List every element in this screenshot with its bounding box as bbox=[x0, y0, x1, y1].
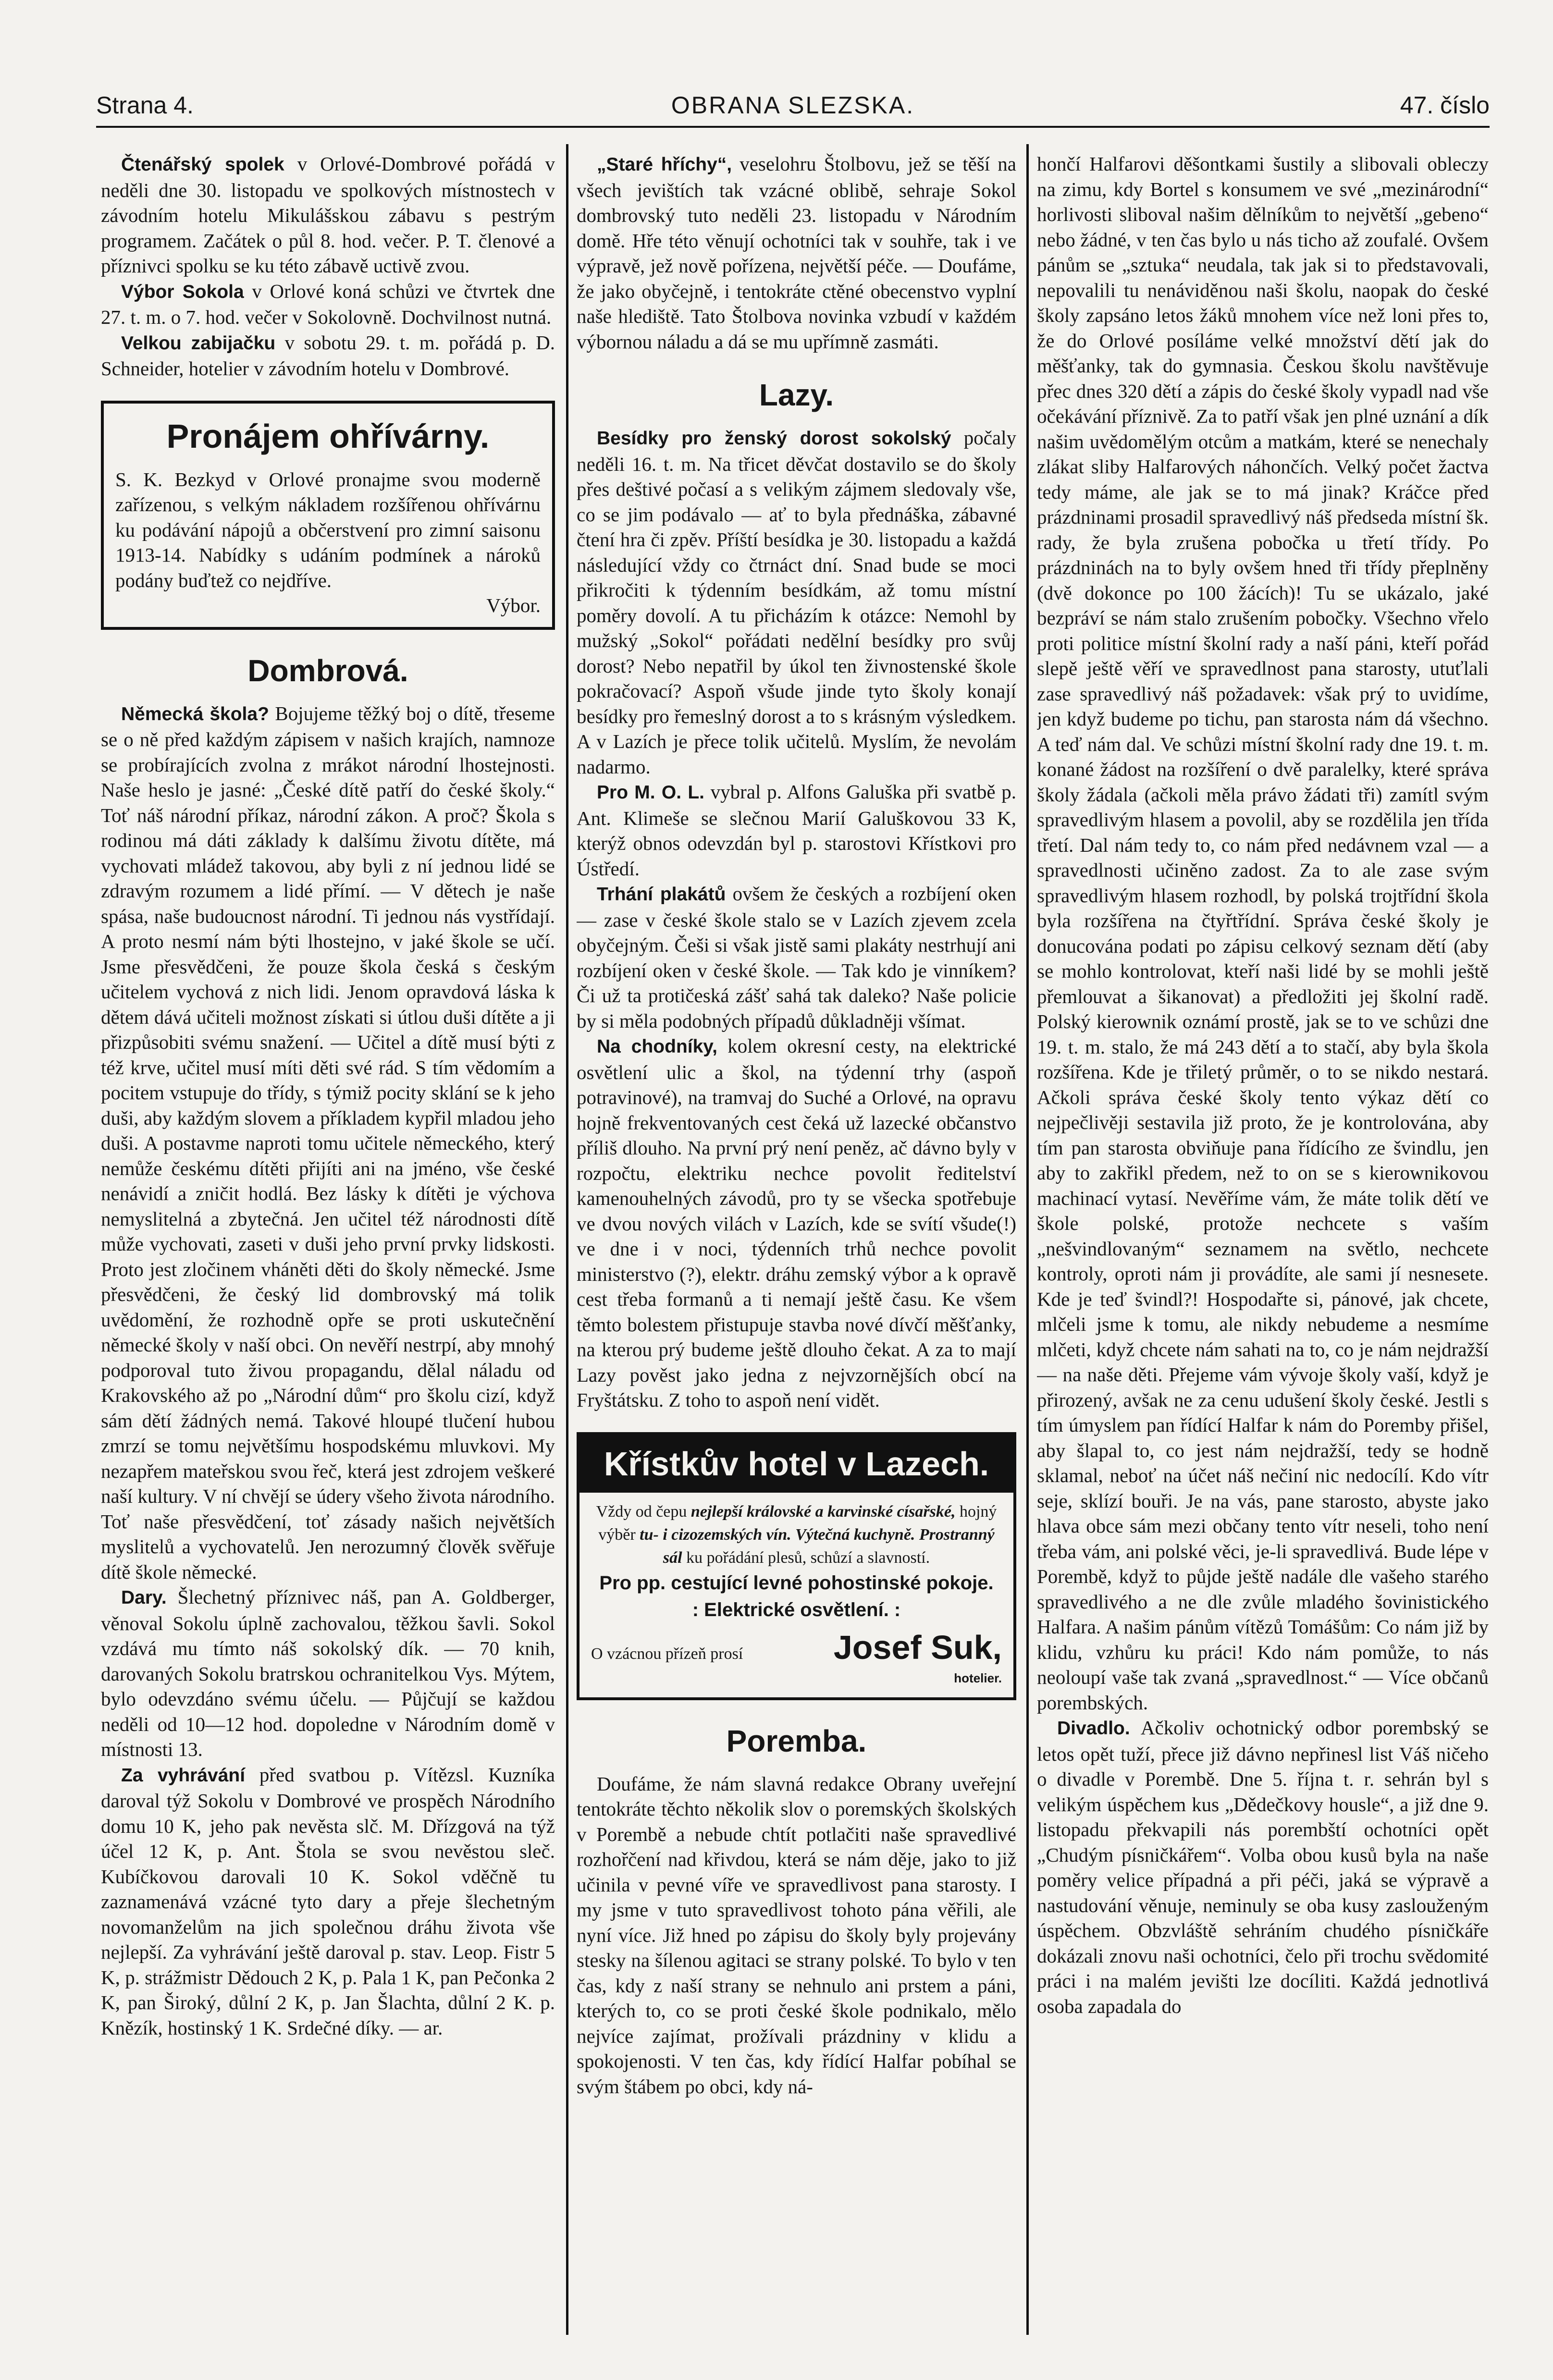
ad-text: S. K. Bezkyd v Orlové pronajme svou moderně zařízenou, s velkým nákladem rozšířenou ohřívárnu ku podávání nápojů a občerstvení pro zimní saisonu 1913-14. Nabídky s udáním podmínek a nároků podány buďtež co nejdříve. bbox=[115, 468, 541, 591]
hotel-ad-text: Vždy od čepu nejlepší královské a karvinské císařské, hojný výběr tu- i cizozemských vín. Výtečná kuchyně. Prostranný sál ku pořádání plesů, schůzí a slavností. bbox=[596, 1502, 997, 1567]
newspaper-title: OBRANA SLEZSKA. bbox=[671, 92, 915, 119]
section-heading-poremba: Poremba. bbox=[726, 1723, 867, 1758]
article-paragraph: Dary. Šlechetný příznivec náš, pan A. Goldberger, věnoval Sokolu úplně zachovalou, těžkou šavli. Sokol vzdává mu tímto náš sokolský dík. — 70 knih, darovaných Sokolu bratrskou ochranitelkou Vys. Mýtem, bylo odevzdáno svému účelu. — Půjčují se každou neděli od 10—12 hod. dopoledne v Národním domě v místnosti 13. bbox=[101, 1586, 555, 1760]
article-paragraph: Trhání plakátů ovšem že českých a rozbíjení oken — zase v české škole stalo se v Lazích zjevem zcela obyčejným. Češi si však jistě sami plakáty nestrhují ani rozbíjení oken v české škole. — Tak kdo je vinníkem? Či už ta protičeská zášť sahá tak daleko? Naše policie by si měla podobných případů důkladněji všímat. bbox=[577, 883, 1016, 1032]
column-divider-1 bbox=[566, 144, 568, 2335]
article-paragraph: Divadlo. Ačkoliv ochotnický odbor porembský se letos opět tuží, přece již dávno nepřinesl list Váš ničeho o divadle v Porembě. Dne 5. října t. r. sehrán byl s velikým úspěchem kus „Dědečkovy housle“, a již dne 9. listopadu překvapili nás porembští ochotníci opět „Chudým písničkářem“. Volba obou kusů byla na naše poměry velice případná a při péči, jaká se výpravě a nastudování věnuje, neminuly se oba kusy zaslouženým úspěchem. Obzvláště sehráním chudého písničkáře dokázali znovu naši ochotníci, čelo při trochu svědomité práci i na malém jevišti lze docíliti. Každá jednotlivá osoba zapadala do bbox=[1037, 1717, 1489, 2017]
article-paragraph: Besídky pro ženský dorost sokolský počaly neděli 16. t. m. Na třicet děvčat dostavilo se do školy přes deštivé počasí a s velikým zájmem sledovaly vše, co se jim podávalo — ať to byla přednáška, zábavné čtení hra či zpěv. Příští besídka je 30. listopadu a každá následující vždy co čtrnáct dní. Snad bude se moci přikročiti k týdenním besídkám, až tomu místní poměry dovolí. A tu přicházím k otázce: Nemohl by mužský „Sokol“ pořádati nedělní besídky pro svůj dorost? Nebo nepatřil by úkol ten živnostenské škole pokračovací? Aspoň všude jinde tyto školy konají besídky pro řemeslný dorost a to s krásným výsledkem. A v Lazích je přece tolik učitelů. Myslím, že nevolám nadarmo. bbox=[577, 427, 1016, 778]
column-2 bbox=[577, 151, 1016, 2335]
column-divider-2 bbox=[1026, 144, 1029, 2335]
hotel-ad-request: O vzácnou přízeň prosí bbox=[591, 1644, 743, 1663]
article-paragraph: Čtenářský spolek v Orlové-Dombrové pořádá v neděli dne 30. listopadu ve spolkových místnostech v závodním hotelu Mikulášskou zábavu s pestrým programem. Začátek o půl 8. hod. večer. P. T. členové a příznivci spolku se ku této zábavě uctivě zvou. bbox=[101, 153, 555, 277]
hotel-owner-name: Josef Suk, bbox=[833, 1628, 1002, 1666]
ad-signature: Výbor. bbox=[486, 594, 541, 616]
article-paragraph: hončí Halfarovi děšontkami šustily a slibovali obleczy na zimu, kdy Bortel s konsumem ve své „mezinárodní“ horlivosti sliboval našim dělníkům to největší „gebeno“ nebo žádné, v ten čas bylo u nás ticho až zoufalé. Ovšem pánům se „sztuka“ neudala, tak jak si to představovali, nepovalili tu nenáviděnou naši školu, naopak do české školy zapsáno letos žáků mnohem více než loni přes to, že do Orlové posíláme velké množství dětí jak do měšťanky, tak do gymnasia. Českou školu navštěvuje přec dnes 320 dětí a zápis do české školy vypadl nad vše očekávání příznivě. Za to patří však jen plné uznání a dík našim uvědomělým otcům a matkám, které se nenechaly zlákat sliby Halfarových náhončích. Velký počet žactva tedy máme, ale jak se to má jinak? Kráčce před prázdninami prosadil spravedlivý náš předseda místní šk. rady, že byla zrušena pobočka u třetí třídy. Po prázdninách na to byly ovšem hned tři třídy přeplněny (dvě dokonce po 100 žácích)! Tu se ukázalo, jaké bezpráví se nám stalo zrušením pobočky. Všechno vřelo proti politice místní školní rady a naší páni, kteří pořád slepě ještě věří ve spravedlnost pana starosty, utuťlali zase spravedlivý náš požadavek: však prý to uvidíme, jen když budeme po tichu, pan starosta nám dá všechno. A teď nám dal. Ve schůzi místní školní rady dne 19. t. m. konané žádost na rozšíření o dvě paralelky, které správa školy žádala (ačkoli měla právo žádati tři) zamítl svým spravedlivým hlasem a povolil, aby se rozdělila jen třída třetí. Dal nám tedy to, co nám před nedávnem vzal — a spravedlnosti učiněno zadost. Za to ale zase svým spravedlivým hlasem rozhodl, by polská trojtřídní škola byla rozšířena na čtyřtřídní. Správa české školy je donucována podati po zápisu celkový seznam dětí (aby se mohlo kontrolovat, kteří naši lidé by se mohli ještě přemlouvat a šikanovat) a předložiti jej školní radě. Polský kierownik oznámí prostě, jak se to ve schůzi dne 19. t. m. stalo, že má 243 dětí a to stačí, aby byla škola rozšířena. Kde je třiletý průměr, o to se nikdo nestará. Ačkoli správa české školy tento výkaz dětí co nejpečlivěji sestavila již proto, že je kontrolována, aby tím pan starosta obviňuje pana řídícího ze švindlu, jen aby to zakřikl předem, než to on se s kierownikovou machinací vytasí. Nevěříme vám, že máte tolik dětí ve škole polské, protože nechcete s vaším „nešvindlovaným“ seznamem na světlo, nechcete kontroly, oproti nám ji provádíte, ale sami jí nesnesete. Kde je teď švindl?! Hospodařte si, pánové, jak chcete, mlčeli jsme k tomu, ale nikdy nebudeme a nesmíme mlčeti, když chcete nám sahati na to, co je nám nejdražší — na naše děti. Přejeme vám vývoje školy vaší, když je přirozený, avšak ne za cenu udušení školy české. Jestli s tím úmyslem pan řídící Halfar k nám do Poremby přišel, aby šlapal to, co jest nám nejdražší, tedy se hodně sklamal, neboť na účet náš nečiní nic nedocílí. Kdo vítr seje, sklízí bouři. Je na vás, pane starosto, abyste jako hlava obce sám mezi občany tento vítr neseli, toho není třeba vám, ani polské věci, je-li spravedlivá. Bude lépe v Porembě, když to půjde ještě nadále dle vašeho starého spravedlivého a ne dle zvůle mladého šovinistického Halfara. A našim pánům vítězů Tomášům: Co nám již by klidu, vzhůru ku práci! Kdo nám pomůže, to nás neoloupí vaše tak zvaná „spravedlnost.“ — Více občanů porembských. bbox=[1037, 153, 1489, 1714]
page-number: Strana 4. bbox=[96, 92, 194, 119]
column-3 bbox=[1037, 151, 1489, 2335]
ad-title: Pronájem ohřívárny. bbox=[166, 417, 490, 455]
advertisement-ohrivarna bbox=[101, 401, 555, 630]
hotel-ad-lighting: : Elektrické osvětlení. : bbox=[692, 1599, 901, 1620]
column-1 bbox=[101, 151, 555, 2335]
hotel-ad-title: Křístkův hotel v Lazech. bbox=[579, 1435, 1013, 1493]
article-paragraph: Za vyhrávání před svatbou p. Vítězsl. Kuzníka daroval týž Sokolu v Dombrové ve prospěch Národního domu 10 K, jeho pak nevěsta slč. M. Dřízgová na týž účel 12 K, p. Ant. Štola se svou nevěstou sleč. Kubíčkovou darovali 10 K. Sokol vděčně tu zaznamenává vzácné tyto dary a přeje šlechetným novomanželům na jich společnou dráhu života vše nejlepší. Za vyhrávání ještě daroval p. stav. Leop. Fistr 5 K, p. strážmistr Dědouch 2 K, p. Pala 1 K, pan Pečonka 2 K, pan Široký, důlní 2 K, p. Jan Šlachta, důlní 2 K. p. Knězík, hostinský 1 K. Srdečné díky. — ar. bbox=[101, 1763, 555, 2039]
article-paragraph: Na chodníky, kolem okresní cesty, na elektrické osvětlení ulic a škol, na týdenní trhy (aspoň potravinové), na tramvaj do Suché a Orlové, na opravu hojně frekventovaných cest čeká už lazecké občanstvo příliš dlouho. Na první prý není peněz, ač dávno byly v rozpočtu, elektriku nechce povolit ředitelství kamenouhelných závodů, pro ty se všecka spotřebuje ve dvou nových vilách v Lazích, kde se svítí všude(!) ve dne i v noci, týdenních trhů nechce povolit ministerstvo (?), elektr. dráhu zemský výbor a k opravě cest třeba formanů a ti nemají ještě času. Ke všem těmto bolestem přistupuje stavba nové dívčí měšťanky, na kterou prý budeme ještě dlouho čekat. A za to mají Lazy pověst jako jedna z nejvzornějších obcí na Fryštátsku. Z toho to aspoň není vidět. bbox=[577, 1035, 1016, 1411]
article-paragraph: Velkou zabijačku v sobotu 29. t. m. pořádá p. D. Schneider, hotelier v závodním hotelu v Dombrové. bbox=[101, 331, 555, 380]
article-paragraph: Německá škola? Bojujeme těžký boj o dítě, třeseme se o ně před každým zápisem v našich krajích, namnoze se probírajících zvolna z mrákot národní lhostejnosti. Naše heslo je jasné: „České dítě patří do české školy.“ Toť náš národní příkaz, národní zákon. A proč? Škola s rodinou má dáti základy k dalšímu životu dítěte, má vychovati mládež takovou, aby byli z ní jednou lidé se zdravým rozumem a lidé přímí. — V dětech je naše spása, naše budoucnost národní. Ti jednou nás vystřídají. A proto nesmí nám býti lhostejno, v jaké škole se učí. Jsme přesvědčeni, že pouze škola česká s českým učitelem vychová z nich lidi. Jenom opravdová láska k dětem dává učiteli možnost získati si útlou duši dítěte a ji přizpůsobiti svému snažení. — Učitel a dítě musí býti z též krve, učitel musí míti děti své rád. S tím vědomím a pocitem vstupuje do třídy, s týmiž pocity sklání se k jeho duši, aby každým slovem a příkladem kypřil mladou jeho duši. A postavme naproti tomu učitele německého, který nemůže českému dítěti přijíti ani na jméno, vše české nenávidí a zničit hodlá. Bez lásky k dítěti je výchova nemyslitelná a zbytečná. Jen učitel též národnosti dítě může vychovati, zaseti v duši jeho první prvky lidskosti. Proto jest zločinem vháněti děti do školy německé. Jsme přesvědčeni, že český lid dombrovský má tolik uvědomění, že rozhodně opře se proti uskutečnění německé školy v naší obci. On nevěří nestrpí, aby mnohý podporoval tuto živou propagandu, dělal náladu od Krakovského až po „Národní dům“ pro školu cizí, když sám dětí žádných nemá. Takové hloupé tlučení hubou zmrzí se tomu největšímu hospodskému mluvkovi. My nezapřem mateřskou svou řeč, která jest zdrojem veškeré naší kultury. V ní chvějí se údery všeho života národního. Toť naše přesvědčení, toť zásady našich největších myslitelů a vychovatelů. Jen nerozumný člověk svěřuje dítě škole německé. bbox=[101, 702, 555, 1583]
section-heading-lazy: Lazy. bbox=[759, 378, 834, 412]
section-heading-dombrova: Dombrová. bbox=[247, 653, 408, 688]
article-paragraph: „Staré hříchy“, veselohru Štolbovu, jež se těší na všech jevištích tak vzácné oblibě, sehraje Sokol dombrovský tuto neděli 23. listopadu v Národním domě. Hře této věnují ochotníci tak v souhře, tak i ve výpravě, jež nově pořízena, největší péče. — Doufáme, že jako obyčejně, i tentokráte ctěné obecenstvo vyplní naše hlediště. Tato Štolbova novinka vzbudí v každém výbornou náladu a dá se mu upřímně zasmáti. bbox=[577, 153, 1016, 353]
header-rule bbox=[96, 126, 1490, 128]
hotel-owner-title: hotelier. bbox=[954, 1670, 1002, 1685]
advertisement-kristkuv-hotel bbox=[577, 1432, 1016, 1700]
page-header bbox=[96, 91, 1490, 130]
article-paragraph: Pro M. O. L. vybral p. Alfons Galuška při svatbě p. Ant. Klimeše se slečnou Marií Galuškovou 33 K, kterýž obnos odevzdán byl p. starostovi Křístkovi pro Ústředí. bbox=[577, 781, 1016, 880]
hotel-ad-rooms: Pro pp. cestující levné pohostinské pokoje. bbox=[599, 1572, 994, 1594]
issue-number: 47. číslo bbox=[1400, 92, 1490, 119]
article-paragraph: Výbor Sokola v Orlové koná schůzi ve čtvrtek dne 27. t. m. o 7. hod. večer v Sokolovně. Dochvilnost nutná. bbox=[101, 280, 555, 328]
article-paragraph: Doufáme, že nám slavná redakce Obrany uveřejní tentokráte těchto několik slov o poremských školských v Porembě a nebude chtít potlačiti naše spravedlivé rozhořčení nad křivdou, která se nám děje, jako to již učinila v pevné víře ve spravedlivost pana starosty. I my jsme v tuto spravedlivost tohoto pána věřili, ale nyní více. Již hned po zápisu do školy byly projevány stesky na šílenou agitaci se strany polské. To bylo v ten čas, kdy z naší strany se nehnulo ani prstem a páni, kterých to, co se proti české škole podnikalo, mělo nejvíce zajímat, prožívali prázdniny v klidu a spokojenosti. V ten čas, kdy řídící Halfar pobíhal se svým štábem po obci, kdy ná- bbox=[577, 1772, 1016, 2098]
